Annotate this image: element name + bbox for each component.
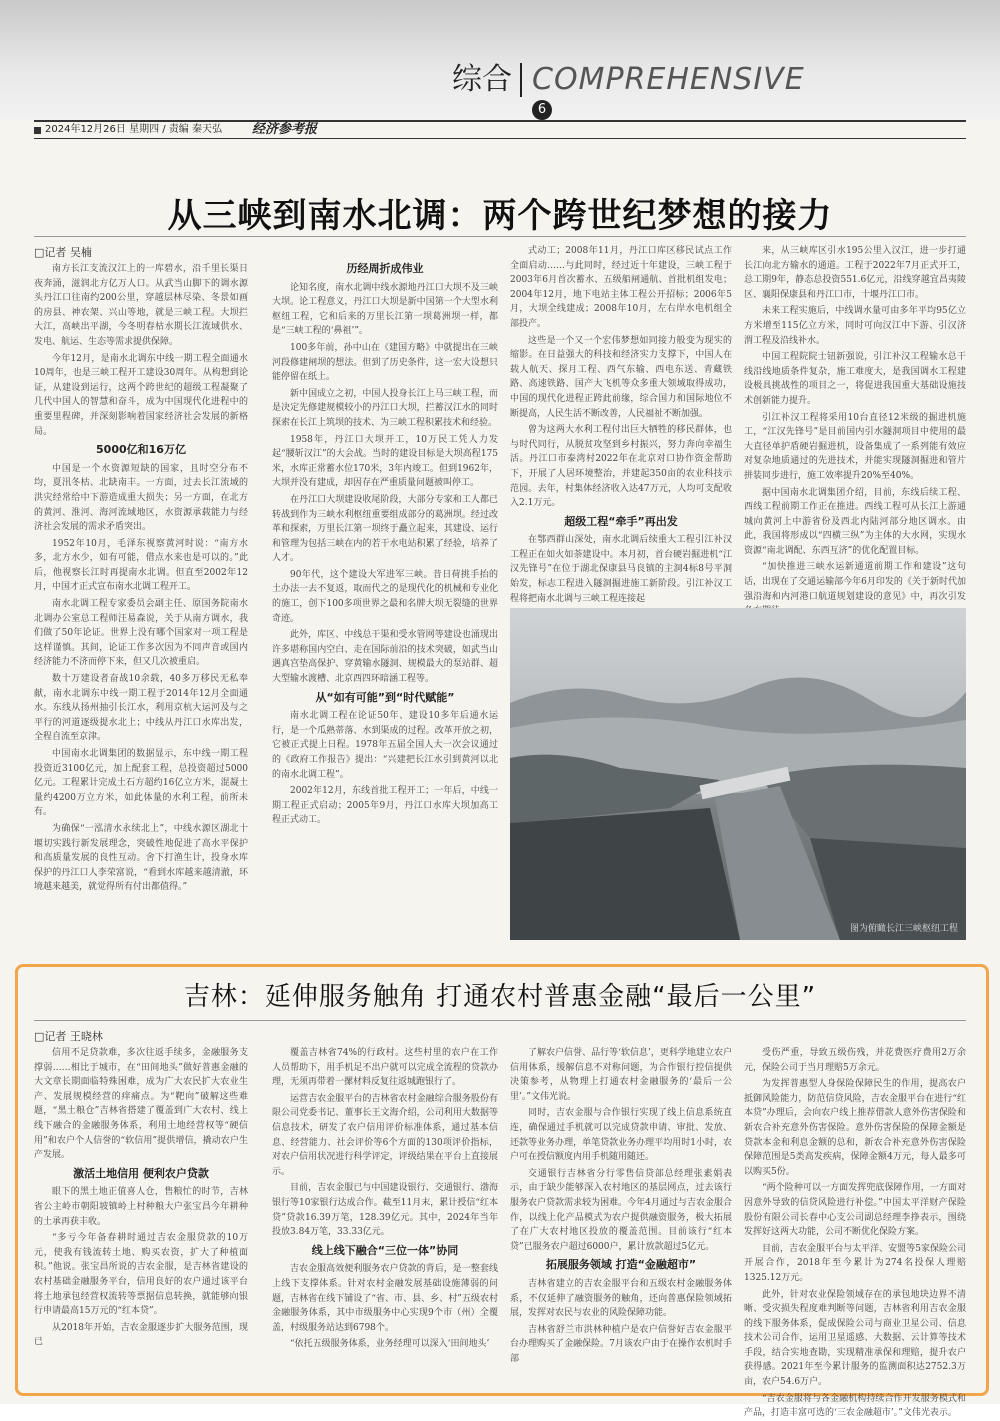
article1-column-1 bbox=[34, 262, 248, 952]
subhead-era: 从“如有可能”到“时代赋能” bbox=[315, 690, 455, 704]
paragraph: 据中国南水北调集团介绍，目前，东线后续工程、西线工程前期工作正在推进。西线工程可从长江上游通城向黄河上中游省份及西北内陆河部分地区调水。由此，我国将形成以“四横三纵”为主体的大水网，实现水资源“南北调配、东西互济”的优化配置目标。 bbox=[744, 487, 966, 556]
article2-column-2 bbox=[272, 1046, 498, 1376]
paragraph: 信用不足贷款难，多次往返手续多，金融服务支撑弱……相比于城市，在“田间地头”做好普惠金融的大文章长期面临特殊困难，成为广大农民扩大农业生产、发展规模经营的痒痛点。为“靶向”破解这些难题，“黑土粮仓”吉林省搭建了覆盖到广大农村、线上线下融合的金融服务体系，利用土地经营权等“硬信用”和农户个人信誉的“软信用”提供增信，撬动农户生产发展。 bbox=[34, 1048, 248, 1161]
paragraph: 1952年10月，毛泽东视察黄河时说：“南方水多，北方水少，如有可能，借点水来也是可以的。”此后，他视察长江时再提南水北调。但直至2002年12月，中国才正式宣布南水北调工程开工。 bbox=[34, 538, 248, 593]
newspaper-brand: 经济参考报 bbox=[251, 122, 317, 137]
subhead-credit: 激活土地信用 便利农户贷款 bbox=[73, 1166, 209, 1180]
paragraph: 南水北调工程在论证50年、建设10多年后通水运行，是一个瓜熟蒂落、水到渠成的过程。改革开放之初，它被正式提上日程。1978年五届全国人大一次会议通过的《政府工作报告》提出：“兴建把长江水引到黄河以北的南水北调工程”。 bbox=[272, 711, 498, 780]
paragraph: 中国工程院院士钮新强说，引江补汉工程输水总干线沿线地质条件复杂，施工难度大，是我国调水工程建设极具挑战性的项目之一，将促进我国重大基础设施技术创新能力提升。 bbox=[744, 352, 966, 406]
dateline-bar bbox=[34, 120, 966, 139]
subhead-5000: 5000亿和16万亿 bbox=[96, 443, 186, 457]
paragraph: “吉农金服将与各金融机构持续合作开发服务模式和产品，打造丰富可选的‘三农金融超市’。”文伟光表示。 bbox=[744, 1393, 966, 1419]
paragraph: 吉农金服高效便利服务农户贷款的背后，是一整套线上线下支撑体系。针对农村金融发展基础设施薄弱的问题，吉林省在线下铺设了“省、市、县、乡、村”五级农村金融服务体系，其中市级服务中心实现9个市（州）全覆盖，村级服务站达到6798个。 bbox=[272, 1264, 498, 1333]
paragraph: 100多年前，孙中山在《建国方略》中就提出在三峡河段修建闸坝的想法。但到了历史条件，这一宏大设想只能停留在纸上。 bbox=[272, 342, 498, 383]
paragraph: 未来工程实施后，中线调水量可由多年平均95亿立方米增至115亿立方米，同时可向汉江中下游、引汉济渭工程及沿线补水。 bbox=[744, 306, 966, 346]
subhead-superproject: 超级工程“牵手”再出发 bbox=[564, 514, 678, 528]
paragraph: 吉林省舒兰市洪林种植户是农户信誉好吉农金服平台办理购买了金融保险。7月该农户由于在操作农机时手部 bbox=[510, 1324, 732, 1364]
paragraph: 眼下的黑土地正值喜人仓，售粮忙的时节，吉林省公主岭市朝阳坡镇岭上村种粮大户张宝昌今年耕种的土承再获丰收。 bbox=[34, 1187, 248, 1227]
article1-column-3 bbox=[510, 244, 732, 606]
paragraph: “依托五级服务体系，业务经理可以深入‘田间地头’ bbox=[290, 1339, 490, 1350]
paragraph: 交通银行吉林省分行零售信贷部总经理张素娟表示，由于缺少能够深入农村地区的基层网点，过去该行服务农户贷款需求较为困难。今年4月通过与吉农金服合作，以线上化产品模式为农户提供融资服务，极大拓展了在广大农村地区投放的覆盖范围。目前该行“红本贷”已服务农户超过6000户，累计放款超过5亿元。 bbox=[510, 1168, 732, 1252]
paragraph: 数十万建设者奋战10余载，40多万移民无私奉献，南水北调东中线一期工程于2014年12月全面通水。东线从扬州抽引长江水，利用京杭大运河及与之平行的河道逐级提水北上；中线从丹江口水库出发，全程自流至京津。 bbox=[34, 674, 248, 743]
dam-illustration bbox=[510, 608, 966, 940]
paragraph: 今年12月，是南水北调东中线一期工程全面通水10周年，也是三峡工程开工建设30周年。从构想到论证，从建设到运行，这两个跨世纪的超级工程凝聚了几代中国人的智慧和奋斗，成为中国现代化进程中的重要里程碑，并深刻影响着国家经济社会发展的新格局。 bbox=[34, 353, 248, 437]
paragraph: 目前，吉农金服已与中国建设银行、交通银行、渤海银行等10家银行达成合作。截至11月末，累计授信“红本贷”贷款16.39万笔，128.39亿元。其中，2024年当年投放3.84万笔，33.33亿元。 bbox=[272, 1183, 498, 1238]
paragraph: 同时，吉农金服与合作银行实现了线上信息系统直连，确保通过手机就可以完成贷款申请、审批、发放、还款等业务办理，单笔贷款业务办理平均用时1小时，农户可在授信额度内用手机随用随还。 bbox=[510, 1108, 732, 1163]
paragraph: 曾为这两大水利工程付出巨大牺牲的移民群体，也与时代同行，从脱贫攻坚到乡村振兴，努力奔向幸福生活。丹江口市泰湾村2022年在北京对口协作资金帮助下，开展了人居环境整治，并建起350亩的农业科技示范园。去年，村集体经济收入达47万元，人均可支配收入2.1万元。 bbox=[510, 425, 732, 509]
paragraph: 此外，针对农业保险领域存在的承包地块边界不清晰、受灾损失程度难判断等问题，吉林省利用吉农金服的线下服务体系，促成保险公司与商业卫星公司、信息技术公司合作，运用卫星遥感、大数据、云计算等技术手段，结合实地查勘，实现精准承保和理赔，提升农户获得感。2021年至今累计服务的监测面积达2752.3万亩，农户54.6万户。 bbox=[744, 1289, 966, 1388]
paragraph: 中国是一个水资源短缺的国家，且时空分布不均，夏汛冬枯、北缺南丰。一方面，过去长江流域的洪灾经常给中下游造成重大损失；另一方面，在北方的黄河、淮河、海河流域地区，水资源承载能力与经济社会发展的需求矛盾突出。 bbox=[34, 463, 248, 533]
paragraph: “加快推进三峡水运新通道前期工作和建设”这句话，出现在了交通运输部今年6月印发的《关于新时代加强沿海和内河港口航道规划建设的意见》中，再次引发 bbox=[744, 562, 966, 602]
paragraph: 南水北调工程专家委员会副主任、原国务院南水北调办公室总工程师汪易森说，关于从南方调水，我们做了50年论证。世界上没有哪个国家对一项工程是这样谨慎。其间，论证工作多次因为不同声音或国内经济能力不济而停下来，但又几次被重启。 bbox=[34, 599, 248, 668]
paragraph: 这些是一个又一个宏伟梦想如同接力般变为现实的缩影。在日益强大的科技和经济实力支撑下，中国人在载人航天、探月工程、西气东输、西电东送、青藏铁路、高速铁路、国产大飞机等众多重大领域取得成功，中国的现代化进程正跨此前缘，综合国力和国际地位不断提高，人民生活不断改善，人民福祉不断加强。 bbox=[510, 335, 732, 419]
article2-rule bbox=[34, 1020, 966, 1021]
paragraph: 引江补汉工程将采用10台直径12米级的掘进机施工，“江汉先锋号”是目前国内引水隧洞项目中使用的最大直径单护盾硬岩掘进机，设备集成了一系列能有效应对复杂地质通过的先进技术，并能实现隧洞掘进和管片拼装同步进行，施工效率提升20%至40%。 bbox=[744, 412, 966, 481]
paragraph: 此外，库区、中线总干渠和受水管网等建设也涌现出许多堪称国内空白、走在国际前沿的技术突破，如武当山遇真宫垫高保护、穿黄输水隧洞、规模最大的泵站群、超大型输水渡槽、北京西四环暗涵工程等。 bbox=[272, 630, 498, 685]
paragraph: 在鄂西群山深处，南水北调后续重大工程引江补汉工程正在如火如荼建设中。本月初，首台硬岩掘进机“江汉先锋号”在位于湖北保康县马良镇的主洞4标8号平洞始发，标志工程进入隧洞掘进施工新阶段。引江补汉工程将把南水北调与三峡工程连接起 bbox=[510, 535, 732, 604]
article2-column-4 bbox=[744, 1046, 966, 1419]
paragraph: 新中国成立之初，中国人投身长江上马三峡工程，而是决定先修建规模较小的丹江口大坝，拦蓄汉江水的同时探索在长江上筑坝的技术、为三峡工程积累技术和经验。 bbox=[272, 388, 498, 428]
dateline-marker bbox=[34, 127, 41, 134]
section-title-cn: 综合 bbox=[452, 63, 522, 97]
article2-column-1 bbox=[34, 1046, 248, 1376]
paragraph: 为发挥普惠型人身保险保障民生的作用，提高农户抵御风险能力，防范信贷风险，吉农金服平台在进行“红本贷”办理后，会向农户线上推荐借款人意外伤害保险和新农合补充意外伤害保险。意外伤害保险的保障金额是贷款本金和利息金额的总和，新农合补充意外伤害保险保障范围是5类高发疾病，保障金额4万元，每人最多可以购买5份。 bbox=[744, 1079, 966, 1177]
paragraph: 运营吉农金服平台的吉林省农村金融综合服务股份有限公司党委书记、董事长王文海介绍，公司利用大数据等信息技术，研发了农户信用评价标准体系，通过基本信息、经营能力、社会评价等6个方面的130项评价指标，对农户信用状况进行科学评定，评级结果在平台上直接展示。 bbox=[272, 1093, 498, 1177]
photo-caption: 图为俯瞰长江三峡枢纽工程 bbox=[849, 924, 958, 934]
subhead-history: 历经周折成伟业 bbox=[346, 262, 424, 275]
paragraph: 来，从三峡库区引水195公里入汉江，进一步打通长江向北方输水的通道。工程于2022年7月正式开工，总工期9年，静态总投资551.6亿元，沿线穿越宜昌夷陵区、襄阳保康县和丹江口市，十堰丹江口市。 bbox=[744, 246, 966, 300]
article2-headline: 吉林：延伸服务触角 打通农村普惠金融“最后一公里” bbox=[183, 982, 817, 1012]
page-number: 6 bbox=[532, 100, 552, 120]
article2-column-3 bbox=[510, 1046, 732, 1376]
paragraph: 在丹江口大坝建设收尾阶段，大部分专家和工人都已转战到作为三峡水利枢纽重要组成部分的葛洲坝。经过改革和探索，万里长江第一坝终于矗立起来，其建设、运行和管理为包括三峡在内的若干水电站积累了经验，培养了人才。 bbox=[272, 494, 498, 564]
paragraph: 了解农户信誉、品行等‘软信息’，更科学地建立农户信用体系，缓解信息不对称问题，为合作银行控信提供决策参考，从物理上打通农村金融服务的‘最后一公里’。”文伟光说。 bbox=[510, 1048, 732, 1102]
article1-column-2 bbox=[272, 262, 498, 952]
article1-headline: 从三峡到南水北调：两个跨世纪梦想的接力 bbox=[167, 196, 833, 236]
paragraph: “两个险种可以一方面发挥兜底保障作用，一方面对因意外导致的信贷风险进行补偿。”中国太平洋财产保险股份有限公司长春中心支公司副总经理李挣表示，围绕发挥好这两大功能，公司不断优化保险方案。 bbox=[744, 1183, 966, 1238]
paragraph: 式动工；2008年11月，丹江口库区移民试点工作全面启动……与此同时，经过近十年建设，三峡工程于2003年6月首次蓄水、五级船闸通航、首批机组发电；2004年12月，地下电站主体工程公开招标；2006年5月，大坝全线建成；2008年10月，左右岸水电机组全部投产。 bbox=[510, 246, 732, 329]
paragraph: 论知名度，南水北调中线水源地丹江口大坝不及三峡大坝。论工程意义，丹江口大坝是新中国第一个大型水利枢纽工程，它和后来的万里长江第一坝葛洲坝一样，都是“三峡工程的‘鼻祖’”。 bbox=[272, 282, 498, 337]
paragraph: 1958年，丹江口大坝开工，10万民工凭人力发起“腰斩汉江”的大会战。当时的建设目标是大坝高程175米，水库正常蓄水位170米，3年内竣工。但到1962年，大坝并没有建成，却因存在严重质量问题被叫停工。 bbox=[272, 434, 498, 489]
section-title-en: COMPREHENSIVE bbox=[532, 62, 805, 97]
subhead-online: 线上线下融合“三位一体”协同 bbox=[311, 1243, 459, 1257]
paragraph: 为确保“一泓清水永续北上”，中线水源区湖北十堰切实践行新发展理念，突破性地促进了高水平保护和高质量发展的良性互动。舍下打渔生计，投身水库保护的丹江口人李荣富说，“看到水库越来越清澈，环境越来越美，就觉得所有付出都值得。” bbox=[34, 823, 248, 893]
paragraph: 90年代，这个建设大军进军三峡。昔日荷挑手抬的土办法一去不复返，取而代之的是现代化的机械和专业化的施工，创下100多项世界之最和名牌大坝无裂缝的世界奇迹。 bbox=[272, 569, 498, 624]
masthead-background bbox=[0, 0, 1000, 120]
article2-byline: □记者 王晓林 bbox=[34, 1030, 103, 1043]
section-header bbox=[452, 62, 805, 97]
paragraph: 吉林省建立的吉农金服平台和五级农村金融服务体系，不仅延伸了融资服务的触角，还向普惠保险领域拓展，发挥对农民与农业的风险保障功能。 bbox=[510, 1278, 732, 1319]
paragraph: 中国南水北调集团的数据显示，东中线一期工程投资近3100亿元，加上配套工程，总投资超过5000亿元。工程累计完成土石方超约16亿立方米，混凝土量约4200万立方米，如此体量的水利工程，前所未有。 bbox=[34, 749, 248, 818]
paragraph: 受伤严重，导致五级伤残，并花费医疗费用2万余元，保险公司于当月理赔5万余元。 bbox=[744, 1048, 966, 1073]
paragraph: “多亏今年备春耕时通过吉农金服贷款的10万元，使我有钱流转土地、购买农资，扩大了种植面积。”他说。张宝昌所说的吉农金服，是吉林省建设的农村基础金融服务平台，信用良好的农户通过该平台将土地承包经营权流转等票据信息转换，就能够向银行申请最高15万元的“红本贷”。 bbox=[34, 1233, 248, 1317]
paragraph: 覆盖吉林省74%的行政村。这些村里的农户在工作人员帮助下，用手机足不出户就可以完成全流程的贷款办理，无须再带着一摞材料反复往返城跑银行了。 bbox=[272, 1048, 498, 1088]
article1-byline: □记者 吴楠 bbox=[34, 246, 92, 259]
paragraph: 从2018年开始，吉农金服逐步扩大服务范围，现已 bbox=[34, 1322, 248, 1348]
paragraph: 2002年12月，东线首批工程开工；一年后，中线一期工程正式启动；2005年9月，丹江口水库大坝加高工程正式动工。 bbox=[272, 786, 498, 826]
three-gorges-photo bbox=[510, 608, 966, 940]
paragraph: 南方长江支流汉江上的一库碧水，沿千里长渠日夜奔涌，滋润北方亿万人口。从武当山脚下的调水源头丹江口往南约200公里，穿越层林尽染、冬景如画的房县、神农架、兴山等地，就是三峡工程。大坝拦大江，高峡出平湖，今冬明春枯水期长江流域供水、发电、航运、生态等需求提供保障。 bbox=[34, 264, 248, 347]
subhead-supermarket: 拓展服务领域 打造“金融超市” bbox=[545, 1258, 697, 1272]
article1-column-4 bbox=[744, 244, 966, 606]
paragraph: 目前，吉农金服平台与太平洋、安盟等5家保险公司开展合作，2018年至今累计为274名投保人理赔1325.12万元。 bbox=[744, 1243, 966, 1283]
headline-rule bbox=[34, 236, 966, 237]
dateline-text: 2024年12月26日 星期四 / 责编 秦天弘 bbox=[45, 124, 222, 135]
